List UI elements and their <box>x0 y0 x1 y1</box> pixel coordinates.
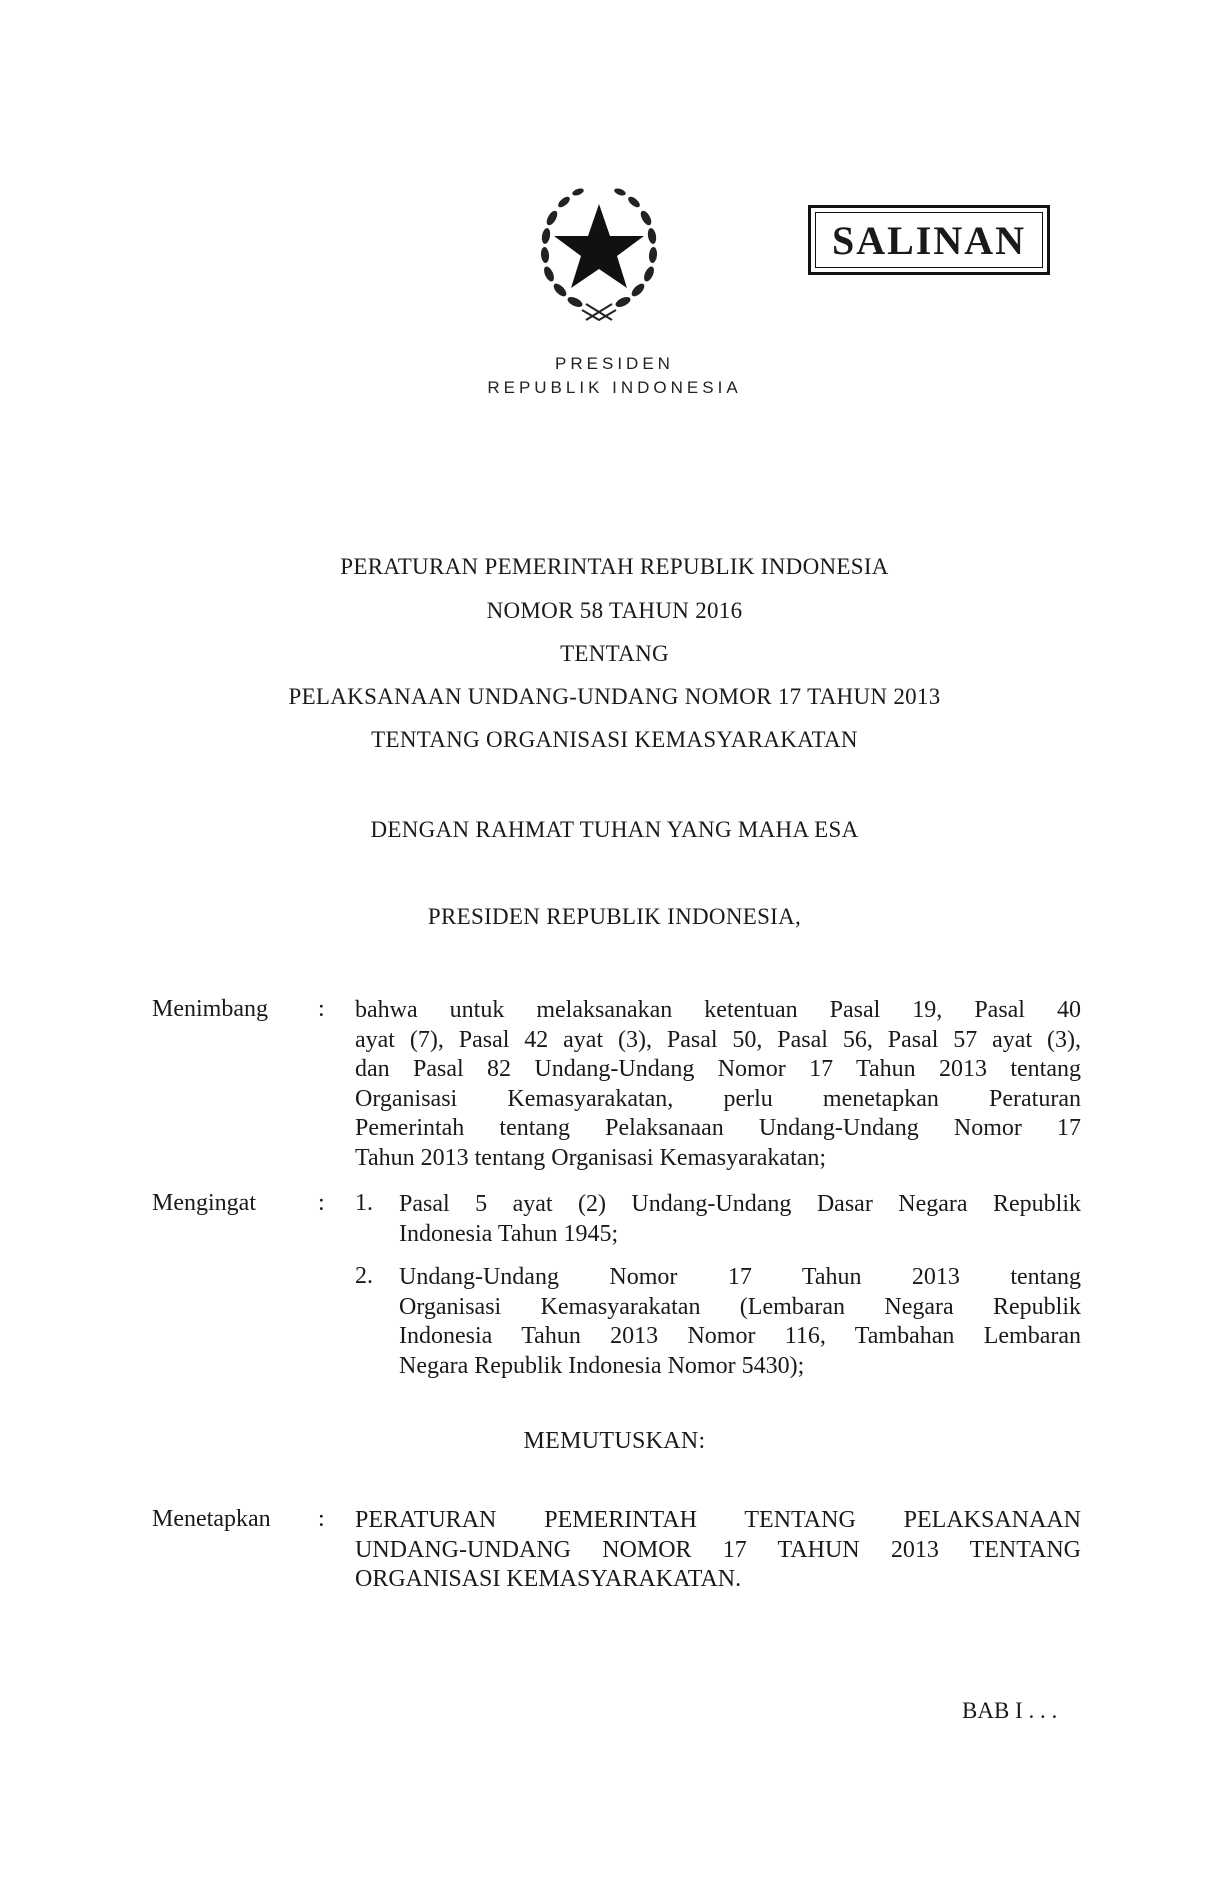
mengingat-item-text <box>399 1263 1081 1381</box>
menetapkan-line: ORGANISASI KEMASYARAKATAN. <box>355 1566 742 1592</box>
regulation-title: PERATURAN PEMERINTAH REPUBLIK INDONESIA <box>340 554 889 579</box>
regulation-subject-cont: TENTANG ORGANISASI KEMASYARAKATAN <box>371 727 858 752</box>
menetapkan-label: Menetapkan <box>152 1506 271 1532</box>
mengingat-line: Negara Republik Indonesia Nomor 5430); <box>399 1352 805 1379</box>
menimbang-colon: : <box>318 996 325 1022</box>
presidential-emblem-icon <box>530 178 668 328</box>
menimbang-line: Pemerintah tentang Pelaksanaan Undang-Undang Nomor 17 <box>355 1115 1081 1141</box>
menetapkan-colon: : <box>318 1506 325 1532</box>
mengingat-item-number: 1. <box>355 1190 373 1216</box>
menetapkan-line: PERATURAN PEMERINTAH TENTANG PELAKSANAAN <box>355 1507 1081 1533</box>
regulation-subject: PELAKSANAAN UNDANG-UNDANG NOMOR 17 TAHUN 2013 <box>288 684 941 709</box>
menimbang-line: bahwa untuk melaksanakan ketentuan Pasal 19, Pasal 40 <box>355 997 1081 1023</box>
mengingat-item-number: 2. <box>355 1263 373 1289</box>
mengingat-line: Pasal 5 ayat (2) Undang-Undang Dasar Negara Republik <box>399 1191 1081 1217</box>
menimbang-label: Menimbang <box>152 996 268 1022</box>
menimbang-line: Tahun 2013 tentang Organisasi Kemasyarakatan; <box>355 1144 827 1171</box>
mengingat-label: Mengingat <box>152 1190 256 1216</box>
office-line-republik: REPUBLIK INDONESIA <box>487 378 742 397</box>
mengingat-line: Undang-Undang Nomor 17 Tahun 2013 tentang <box>399 1264 1081 1290</box>
mengingat-line: Indonesia Tahun 1945; <box>399 1220 619 1247</box>
memutuskan-heading: MEMUTUSKAN: <box>523 1428 706 1454</box>
menetapkan-text <box>355 1506 1081 1595</box>
menetapkan-line: UNDANG-UNDANG NOMOR 17 TAHUN 2013 TENTANG <box>355 1536 1081 1563</box>
issuer: PRESIDEN REPUBLIK INDONESIA, <box>427 904 802 929</box>
menimbang-line: ayat (7), Pasal 42 ayat (3), Pasal 50, Pasal 56, Pasal 57 ayat (3), <box>355 1026 1081 1053</box>
salinan-label: SALINAN <box>831 217 1027 263</box>
menimbang-text <box>355 996 1081 1173</box>
invocation: DENGAN RAHMAT TUHAN YANG MAHA ESA <box>370 817 859 842</box>
regulation-tentang: TENTANG <box>560 641 669 666</box>
next-page-reference: BAB I . . . <box>962 1698 1058 1723</box>
mengingat-line: Indonesia Tahun 2013 Nomor 116, Tambahan Lembaran <box>399 1323 1081 1349</box>
mengingat-line: Organisasi Kemasyarakatan (Lembaran Negara Republik <box>399 1293 1081 1320</box>
menimbang-line: dan Pasal 82 Undang-Undang Nomor 17 Tahun 2013 tentang <box>355 1056 1081 1082</box>
office-line-presiden: PRESIDEN <box>555 354 674 373</box>
menimbang-line: Organisasi Kemasyarakatan, perlu menetapkan Peraturan <box>355 1085 1081 1112</box>
salinan-stamp <box>808 205 1050 275</box>
mengingat-item-text <box>399 1190 1081 1249</box>
regulation-number: NOMOR 58 TAHUN 2016 <box>486 598 743 623</box>
mengingat-colon: : <box>318 1190 325 1216</box>
